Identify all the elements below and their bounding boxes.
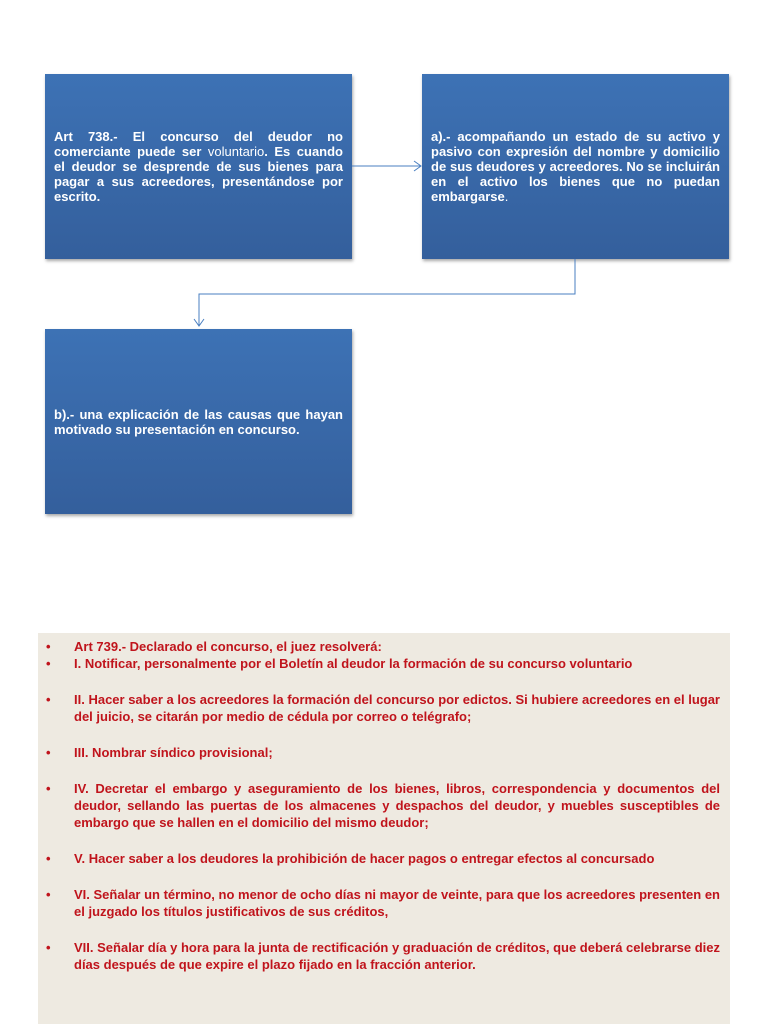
box2-tail: . [504, 189, 509, 204]
list-item [44, 886, 720, 920]
list-item [44, 744, 720, 761]
list-item-text: V. Hacer saber a los deudores la prohibición de hacer pagos o entregar efectos al concursado [74, 851, 655, 866]
box1-text-after: . Es cuando el deudor se desprende de sus bienes para pagar a sus acreedores, presentándose por escrito. [54, 144, 343, 204]
list-item [44, 850, 720, 867]
list-item-text: II. Hacer saber a los acreedores la formación del concurso por edictos. Si hubiere acreedores en el lugar del juicio, se citarán por medio de cédula por correo o telégrafo; [74, 692, 720, 724]
bullet-icon: • [46, 851, 51, 866]
connector-box2-to-box3 [199, 259, 575, 326]
bullet-icon: • [46, 656, 51, 671]
list-item [44, 655, 720, 672]
list-item-text: VI. Señalar un término, no menor de ocho días ni mayor de veinte, para que los acreedores presenten en el juzgado los títulos justificativos de sus créditos, [74, 887, 720, 919]
list-item [44, 780, 720, 831]
flow-box-a [422, 74, 729, 259]
box2-text: a).- acompañando un estado de su activo y pasivo con expresión del nombre y domicilio de sus deudores y acreedores. No se incluirán en el activo los bienes que no puedan embargarse [431, 129, 720, 204]
box1-emphasis: voluntario [207, 144, 265, 159]
bullet-icon: • [46, 781, 51, 796]
flow-box-art-738 [45, 74, 352, 259]
article-739-list [44, 638, 720, 973]
arrowhead-box3 [194, 319, 204, 326]
list-item-text: III. Nombrar síndico provisional; [74, 745, 273, 760]
bullet-icon: • [46, 639, 51, 654]
article-739-panel [38, 633, 730, 1024]
bullet-icon: • [46, 745, 51, 760]
bullet-icon: • [46, 887, 51, 902]
list-item-text: Art 739.- Declarado el concurso, el juez resolverá: [74, 639, 382, 654]
bullet-icon: • [46, 692, 51, 707]
list-item-text: I. Notificar, personalmente por el Boletín al deudor la formación de su concurso voluntario [74, 656, 633, 671]
flow-box-b-text: b).- una explicación de las causas que hayan motivado su presentación en concurso. [54, 406, 343, 437]
bullet-icon: • [46, 940, 51, 955]
list-item [44, 638, 720, 655]
flow-box-a-text [431, 129, 720, 204]
flow-box-art-738-text [54, 129, 343, 204]
list-item [44, 691, 720, 725]
arrowhead-box2 [414, 161, 421, 171]
list-item [44, 939, 720, 973]
list-item-text: VII. Señalar día y hora para la junta de rectificación y graduación de créditos, que deberá celebrarse diez días después de que expire el plazo fijado en la fracción anterior. [74, 940, 720, 972]
box1-text-before: Art 738.- El concurso del deudor no comerciante puede ser [54, 129, 343, 159]
flow-box-b [45, 329, 352, 514]
list-item-text: IV. Decretar el embargo y aseguramiento de los bienes, libros, correspondencia y documentos del deudor, sellando las puertas de los almacenes y despachos del deudor, y muebles susceptibles de embargo que se hallen en el domicilio del mismo deudor; [74, 781, 720, 830]
